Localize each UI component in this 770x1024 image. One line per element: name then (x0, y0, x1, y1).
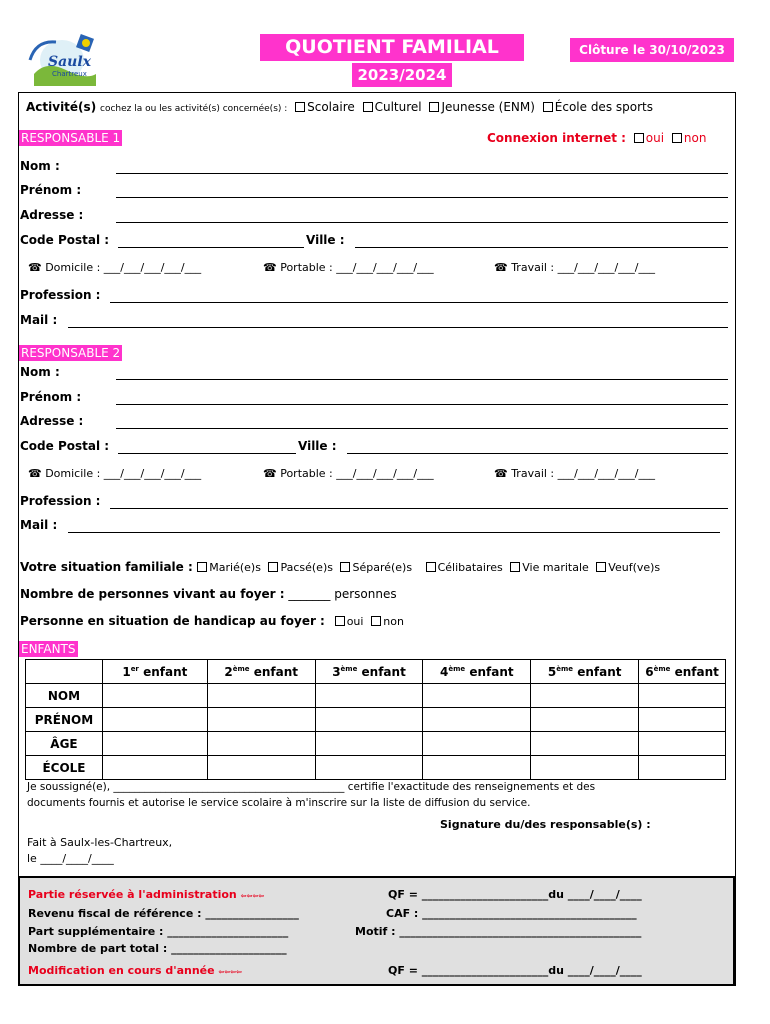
declaration-line1: Je soussigné(e), ____________________________________________ certifie l'exactitude des renseignements et des (27, 781, 596, 793)
handicap-label: Personne en situation de handicap au foyer : (20, 614, 325, 628)
checkbox-separe[interactable] (340, 562, 350, 572)
internet-non: non (683, 131, 707, 145)
admin-caf[interactable]: CAF : _______________________________________ (386, 907, 637, 920)
r2-phone-domicile[interactable]: ☎ Domicile : ___/___/___/___/___ (28, 467, 202, 480)
r2-cp-field[interactable] (118, 453, 296, 454)
option-vie-maritale: Vie maritale (522, 561, 589, 574)
r2-profession-label: Profession : (20, 494, 101, 508)
table-row (26, 684, 726, 708)
checkbox-marie[interactable] (197, 562, 207, 572)
handicap-non: non (383, 615, 404, 628)
children-header-row (26, 660, 726, 684)
r1-adresse-field[interactable] (116, 222, 728, 223)
handicap-row (20, 614, 404, 628)
cell[interactable] (423, 732, 531, 756)
table-row (26, 732, 726, 756)
r1-phone-domicile[interactable]: ☎ Domicile : ___/___/___/___/___ (28, 261, 202, 274)
checkbox-jeunesse[interactable] (429, 102, 439, 112)
r2-adresse-label: Adresse : (20, 414, 84, 428)
cell[interactable] (639, 756, 726, 780)
option-separe: Séparé(e)s (352, 561, 413, 574)
activity-hint: cochez la ou les activité(s) concernée(s) : (100, 104, 288, 114)
r1-ville-field[interactable] (355, 247, 728, 248)
cell[interactable] (207, 732, 315, 756)
date-field[interactable]: le ____/____/____ (27, 852, 114, 865)
r1-adresse-label: Adresse : (20, 208, 84, 222)
checkbox-vie-maritale[interactable] (510, 562, 520, 572)
column-header: 5ème enfant (531, 660, 639, 684)
cell[interactable] (315, 708, 423, 732)
form-frame (18, 92, 736, 986)
handicap-oui: oui (346, 615, 364, 628)
option-celibataire: Célibataires (437, 561, 503, 574)
cell[interactable] (423, 684, 531, 708)
r1-mail-label: Mail : (20, 313, 58, 327)
r1-profession-label: Profession : (20, 288, 101, 302)
r1-cp-field[interactable] (118, 247, 304, 248)
cell[interactable] (315, 756, 423, 780)
r2-nom-field[interactable] (116, 379, 728, 380)
declaration-line2: documents fournis et autorise le service scolaire à m'inscrire sur la liste de diffusion du service. (27, 797, 531, 809)
internet-row (487, 131, 706, 145)
r2-profession-field[interactable] (110, 508, 728, 509)
row-header-ecole: ÉCOLE (26, 756, 103, 780)
checkbox-handicap-non[interactable] (371, 616, 381, 626)
closing-date: Clôture le 30/10/2023 (570, 38, 734, 62)
fait-a: Fait à Saulx-les-Chartreux, (27, 836, 173, 849)
cell[interactable] (423, 756, 531, 780)
cell[interactable] (639, 708, 726, 732)
enfants-title: ENFANTS (21, 642, 76, 656)
column-header: 3ème enfant (315, 660, 423, 684)
cell[interactable] (207, 708, 315, 732)
option-pacse: Pacsé(e)s (280, 561, 333, 574)
checkbox-internet-oui[interactable] (634, 133, 644, 143)
column-header: 1er enfant (102, 660, 207, 684)
row-header-age: ÂGE (26, 732, 103, 756)
cell[interactable] (102, 708, 207, 732)
r2-prenom-field[interactable] (116, 404, 728, 405)
school-year: 2023/2024 (352, 63, 452, 87)
admin-qf2[interactable]: QF = _______________________du ____/____/____ (388, 964, 642, 977)
checkbox-culturel[interactable] (363, 102, 373, 112)
option-veuf: Veuf(ve)s (608, 561, 661, 574)
responsable2-title: RESPONSABLE 2 (21, 346, 121, 360)
table-row (26, 708, 726, 732)
r1-prenom-field[interactable] (116, 197, 728, 198)
admin-nb-part[interactable]: Nombre de part total : _____________________ (28, 942, 287, 955)
r2-phone-portable[interactable]: ☎ Portable : ___/___/___/___/___ (263, 467, 434, 480)
cell[interactable] (102, 732, 207, 756)
option-scolaire: Scolaire (307, 100, 355, 114)
checkbox-veuf[interactable] (596, 562, 606, 572)
r2-ville-field[interactable] (347, 453, 728, 454)
cell[interactable] (639, 732, 726, 756)
row-header-prenom: PRÉNOM (26, 708, 103, 732)
foyer-row (20, 587, 397, 601)
modif-arrows-icon: ⇦⇦⇦⇦ (218, 968, 242, 976)
cell[interactable] (531, 756, 639, 780)
admin-revenu[interactable]: Revenu fiscal de référence : _________________ (28, 907, 299, 920)
foyer-label: Nombre de personnes vivant au foyer : (20, 587, 285, 601)
cell[interactable] (102, 756, 207, 780)
page-title: QUOTIENT FAMILIAL (260, 34, 524, 61)
table-row (26, 756, 726, 780)
option-marie: Marié(e)s (209, 561, 261, 574)
r2-ville-label: Ville : (298, 439, 337, 453)
foyer-unit: personnes (334, 587, 397, 601)
activity-row (26, 100, 653, 114)
internet-oui: oui (645, 131, 665, 145)
r2-mail-label: Mail : (20, 518, 58, 532)
corner-cell (26, 660, 103, 684)
logo-text: Saulx (48, 54, 92, 70)
cell[interactable] (102, 684, 207, 708)
option-jeunesse: Jeunesse (ENM) (441, 100, 535, 114)
responsable1-title: RESPONSABLE 1 (21, 131, 121, 145)
checkbox-ecole-sports[interactable] (543, 102, 553, 112)
cell[interactable] (531, 684, 639, 708)
cell[interactable] (207, 756, 315, 780)
r1-prenom-label: Prénom : (20, 183, 82, 197)
r2-phone-travail[interactable]: ☎ Travail : ___/___/___/___/___ (494, 467, 655, 480)
admin-modification: Modification en cours d'année ⇦⇦⇦⇦ (28, 964, 242, 977)
situation-row (20, 560, 660, 574)
column-header: 6ème enfant (639, 660, 726, 684)
r1-phone-portable[interactable]: ☎ Portable : ___/___/___/___/___ (263, 261, 434, 274)
cell[interactable] (315, 684, 423, 708)
foyer-field[interactable]: _______ (288, 587, 331, 601)
situation-label: Votre situation familiale : (20, 560, 193, 574)
r1-profession-field[interactable] (110, 302, 728, 303)
activity-label: Activité(s) (26, 100, 97, 114)
admin-title: Partie réservée à l'administration ⇦⇦⇦⇦ (28, 888, 265, 901)
logo (26, 30, 100, 86)
admin-arrows-icon: ⇦⇦⇦⇦ (240, 892, 265, 900)
signature-label: Signature du/des responsable(s) : (440, 818, 651, 831)
r1-cp-label: Code Postal : (20, 233, 110, 247)
children-table (25, 659, 726, 780)
column-header: 2ème enfant (207, 660, 315, 684)
checkbox-celibataire[interactable] (426, 562, 436, 572)
checkbox-scolaire[interactable] (295, 102, 305, 112)
admin-motif[interactable]: Motif : ____________________________________________ (355, 925, 642, 938)
column-header: 4ème enfant (423, 660, 531, 684)
r2-adresse-field[interactable] (116, 428, 728, 429)
admin-qf[interactable]: QF = _______________________du ____/____/____ (388, 888, 642, 901)
r1-ville-label: Ville : (306, 233, 345, 247)
checkbox-internet-non[interactable] (672, 133, 682, 143)
checkbox-pacse[interactable] (268, 562, 278, 572)
option-culturel: Culturel (374, 100, 422, 114)
r1-nom-field[interactable] (116, 173, 728, 174)
cell[interactable] (639, 684, 726, 708)
row-header-nom: NOM (26, 684, 103, 708)
cell[interactable] (315, 732, 423, 756)
cell[interactable] (531, 732, 639, 756)
r1-nom-label: Nom : (20, 159, 60, 173)
r2-prenom-label: Prénom : (20, 390, 82, 404)
r1-phone-travail[interactable]: ☎ Travail : ___/___/___/___/___ (494, 261, 655, 274)
r2-cp-label: Code Postal : (20, 439, 110, 453)
cell[interactable] (207, 684, 315, 708)
r2-mail-field[interactable] (68, 532, 720, 533)
cell[interactable] (531, 708, 639, 732)
admin-part-supp[interactable]: Part supplémentaire : ______________________ (28, 925, 289, 938)
checkbox-handicap-oui[interactable] (335, 616, 345, 626)
internet-label: Connexion internet : (487, 131, 626, 145)
r1-mail-field[interactable] (68, 327, 728, 328)
cell[interactable] (423, 708, 531, 732)
r2-nom-label: Nom : (20, 365, 60, 379)
logo-subtext: Chartreux (52, 70, 87, 78)
option-ecole-sports: École des sports (554, 100, 653, 114)
